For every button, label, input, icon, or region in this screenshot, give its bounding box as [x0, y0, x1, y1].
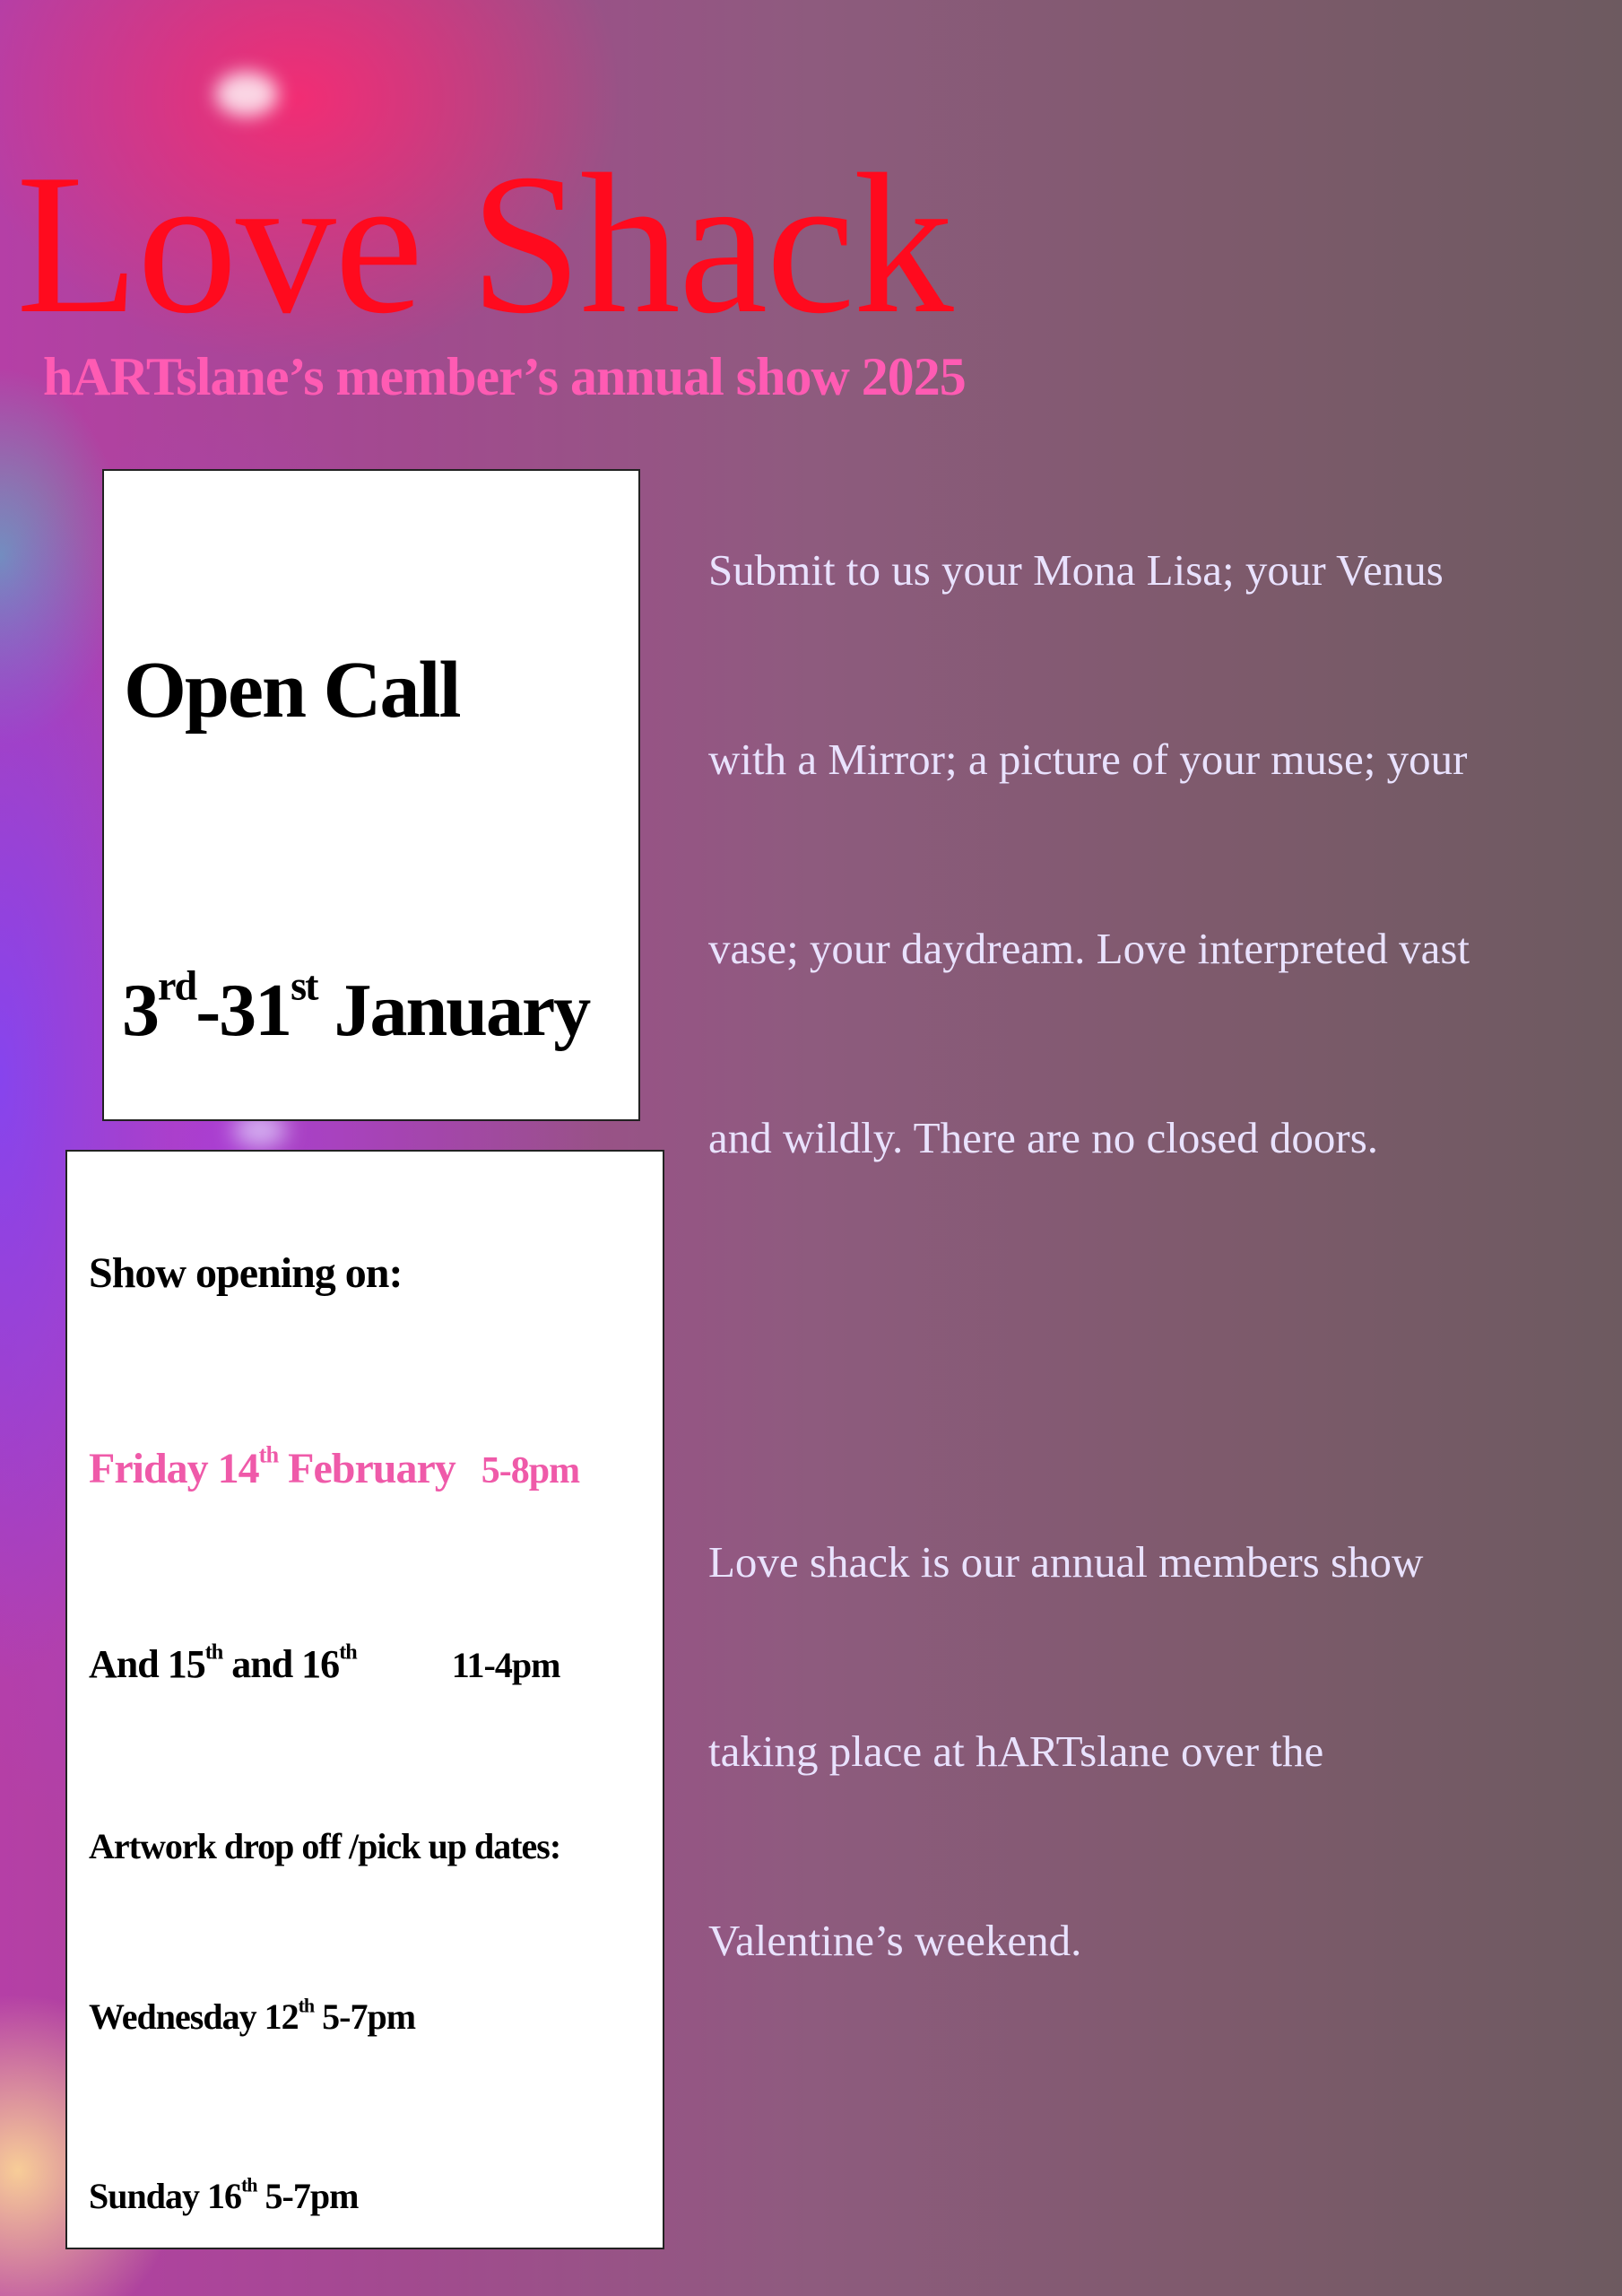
end-day: -31 [195, 969, 291, 1052]
wednesday-suffix: th [298, 1994, 315, 2017]
description-line: Love shack is our annual members show [708, 1537, 1424, 1587]
description-line: vase; your daydream. Love interpreted vast [708, 924, 1470, 973]
show-dates-card [65, 1150, 664, 2249]
description-line: and wildly. There are no closed doors. [708, 1113, 1379, 1162]
friday-opening [89, 1440, 580, 1492]
sunday-time: 5-7pm [265, 2176, 359, 2216]
wednesday-day: Wednesday 12 [89, 1996, 299, 2037]
open-call-card [102, 469, 640, 1121]
weekend-time: 11-4pm [451, 1645, 560, 1685]
poster-subtitle: hARTslane’s member’s annual show 2025 [43, 347, 966, 406]
light-glow-decoration [215, 72, 278, 117]
description-line: taking place at hARTslane over the [708, 1726, 1324, 1776]
poster-title: Love Shack [16, 133, 952, 355]
wednesday-time: 5-7pm [322, 1996, 416, 2037]
start-day: 3 [122, 969, 158, 1052]
open-call-heading: Open Call [124, 646, 460, 735]
description-line: Valentine’s weekend. [708, 1916, 1082, 1965]
weekend-suffix-2: th [339, 1639, 357, 1665]
friday-time: 5-8pm [481, 1450, 580, 1492]
sunday-pickup [89, 2173, 359, 2216]
open-call-description [708, 475, 1596, 1232]
sunday-day: Sunday 16 [89, 2176, 241, 2216]
description-line: with a Mirror; a picture of your muse; your [708, 735, 1468, 784]
start-suffix: rd [158, 962, 196, 1009]
sunday-suffix: th [240, 2173, 257, 2196]
open-call-dates [122, 962, 590, 1052]
show-description [708, 1467, 1596, 2035]
month: January [334, 969, 590, 1052]
show-opening-label: Show opening on: [89, 1249, 403, 1297]
wednesday-dropoff [89, 1994, 416, 2037]
description-line: Submit to us your Mona Lisa; your Venus [708, 545, 1444, 595]
weekend-and-2: and 16 [231, 1642, 340, 1686]
friday-month: February [288, 1445, 455, 1492]
end-suffix: st [291, 962, 317, 1009]
dropoff-label: Artwork drop off /pick up dates: [89, 1826, 561, 1866]
weekend-dates [89, 1639, 560, 1686]
friday-day: Friday 14 [89, 1445, 259, 1492]
weekend-suffix-1: th [204, 1639, 223, 1665]
friday-suffix: th [258, 1440, 279, 1468]
weekend-and: And 15 [89, 1642, 205, 1686]
